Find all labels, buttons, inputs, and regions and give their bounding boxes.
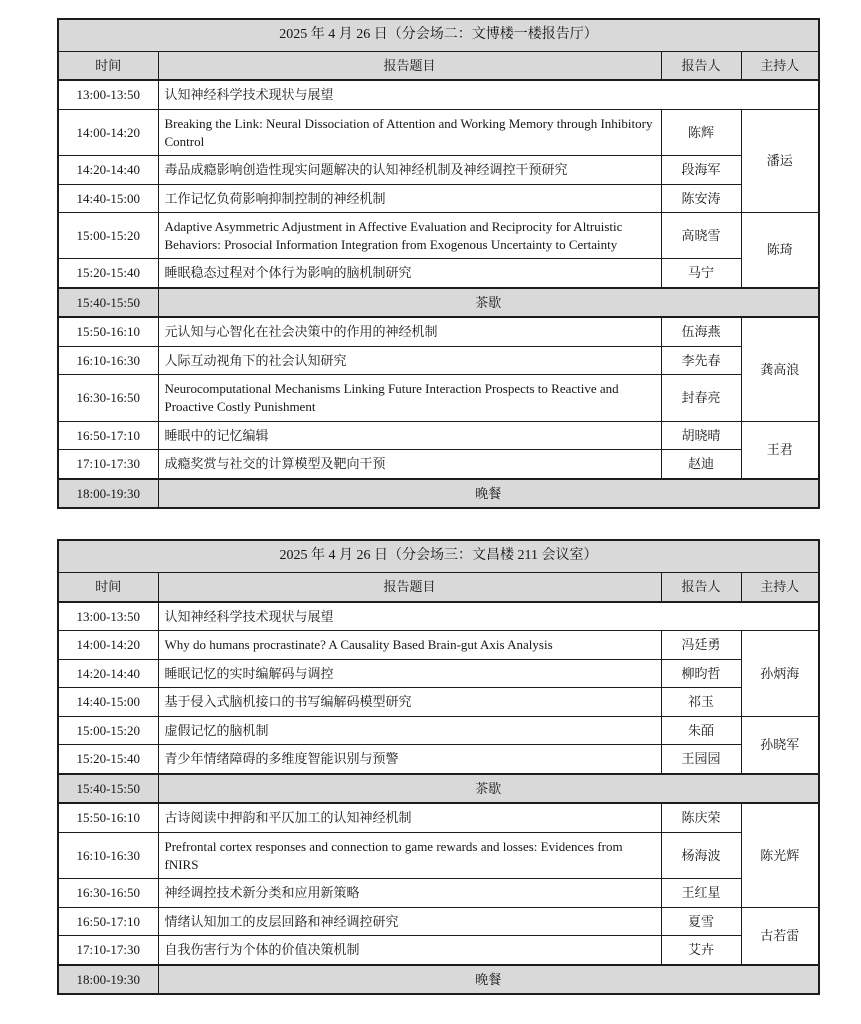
talk-row <box>58 936 819 965</box>
host-cell: 孙晓军 <box>741 716 819 774</box>
session-title-row <box>58 540 819 572</box>
time-cell: 13:00-13:50 <box>58 602 158 631</box>
time-cell: 17:10-17:30 <box>58 936 158 965</box>
break-label-cell: 茶歇 <box>158 774 819 804</box>
column-header-row <box>58 51 819 80</box>
speaker-cell: 高晓雪 <box>661 213 741 259</box>
time-cell: 17:10-17:30 <box>58 450 158 479</box>
talk-row <box>58 184 819 213</box>
talk-row <box>58 907 819 936</box>
host-cell: 潘运 <box>741 109 819 212</box>
talk-title-cell: Breaking the Link: Neural Dissociation of Attention and Working Memory through Inhibitory Control <box>158 109 661 155</box>
keynote-row <box>58 80 819 109</box>
time-cell: 14:40-15:00 <box>58 688 158 717</box>
speaker-cell: 夏雪 <box>661 907 741 936</box>
talk-title-cell: 自我伤害行为个体的价值决策机制 <box>158 936 661 965</box>
time-cell: 15:50-16:10 <box>58 803 158 832</box>
column-header: 报告题目 <box>158 51 661 80</box>
talk-row <box>58 317 819 346</box>
speaker-cell: 王红星 <box>661 879 741 908</box>
talk-row <box>58 375 819 421</box>
speaker-cell: 陈庆荣 <box>661 803 741 832</box>
session-schedule-table <box>57 539 820 995</box>
time-cell: 15:50-16:10 <box>58 317 158 346</box>
talk-row <box>58 879 819 908</box>
column-header: 报告人 <box>661 573 741 602</box>
talk-title-cell: 睡眠稳态过程对个体行为影响的脑机制研究 <box>158 259 661 288</box>
break-label-cell: 晚餐 <box>158 965 819 995</box>
column-header: 主持人 <box>741 51 819 80</box>
time-cell: 14:20-14:40 <box>58 659 158 688</box>
talk-row <box>58 259 819 288</box>
speaker-cell: 李先春 <box>661 346 741 375</box>
keynote-title-cell: 认知神经科学技术现状与展望 <box>158 80 819 109</box>
talk-row <box>58 631 819 660</box>
talk-title-cell: 工作记忆负荷影响抑制控制的神经机制 <box>158 184 661 213</box>
speaker-cell: 柳昀哲 <box>661 659 741 688</box>
talk-row <box>58 659 819 688</box>
talk-title-cell: 青少年情绪障碍的多维度智能识别与预警 <box>158 745 661 774</box>
time-cell: 15:20-15:40 <box>58 745 158 774</box>
time-cell: 15:00-15:20 <box>58 716 158 745</box>
talk-title-cell: 睡眠中的记忆编辑 <box>158 421 661 450</box>
talk-title-cell: 毒品成瘾影响创造性现实问题解决的认知神经机制及神经调控干预研究 <box>158 156 661 185</box>
speaker-cell: 段海军 <box>661 156 741 185</box>
host-cell: 龚高浪 <box>741 317 819 421</box>
talk-title-cell: 古诗阅读中押韵和平仄加工的认知神经机制 <box>158 803 661 832</box>
session-title: 2025 年 4 月 26 日（分会场三：文昌楼 211 会议室） <box>58 540 819 572</box>
break-row <box>58 288 819 318</box>
speaker-cell: 朱皕 <box>661 716 741 745</box>
time-cell: 15:40-15:50 <box>58 774 158 804</box>
talk-row <box>58 109 819 155</box>
table-gap <box>57 509 861 539</box>
talk-row <box>58 213 819 259</box>
talk-title-cell: Why do humans procrastinate? A Causality Based Brain-gut Axis Analysis <box>158 631 661 660</box>
host-cell: 古若雷 <box>741 907 819 965</box>
talk-title-cell: 情绪认知加工的皮层回路和神经调控研究 <box>158 907 661 936</box>
speaker-cell: 赵迪 <box>661 450 741 479</box>
speaker-cell: 王园园 <box>661 745 741 774</box>
talk-title-cell: 虚假记忆的脑机制 <box>158 716 661 745</box>
time-cell: 14:40-15:00 <box>58 184 158 213</box>
column-header: 报告人 <box>661 51 741 80</box>
talk-row <box>58 346 819 375</box>
host-cell: 孙炳海 <box>741 631 819 717</box>
talk-title-cell: 基于侵入式脑机接口的书写编解码模型研究 <box>158 688 661 717</box>
time-cell: 16:10-16:30 <box>58 833 158 879</box>
speaker-cell: 艾卉 <box>661 936 741 965</box>
column-header-row <box>58 573 819 602</box>
talk-row <box>58 745 819 774</box>
talk-title-cell: Prefrontal cortex responses and connection to game rewards and losses: Evidences from fNIRS <box>158 833 661 879</box>
time-cell: 14:00-14:20 <box>58 631 158 660</box>
session-schedule-table <box>57 18 820 509</box>
keynote-title-cell: 认知神经科学技术现状与展望 <box>158 602 819 631</box>
time-cell: 15:00-15:20 <box>58 213 158 259</box>
time-cell: 16:50-17:10 <box>58 907 158 936</box>
time-cell: 15:20-15:40 <box>58 259 158 288</box>
break-label-cell: 茶歇 <box>158 288 819 318</box>
break-row <box>58 965 819 995</box>
talk-row <box>58 156 819 185</box>
talk-title-cell: Adaptive Asymmetric Adjustment in Affective Evaluation and Reciprocity for Altruistic Behaviors: Prosocial Information Integration from Exogenous Uncertainty to Certainty <box>158 213 661 259</box>
speaker-cell: 冯廷勇 <box>661 631 741 660</box>
time-cell: 16:10-16:30 <box>58 346 158 375</box>
column-header: 主持人 <box>741 573 819 602</box>
talk-title-cell: 睡眠记忆的实时编解码与调控 <box>158 659 661 688</box>
time-cell: 16:30-16:50 <box>58 879 158 908</box>
time-cell: 14:00-14:20 <box>58 109 158 155</box>
break-row <box>58 479 819 509</box>
time-cell: 16:50-17:10 <box>58 421 158 450</box>
talk-row <box>58 450 819 479</box>
talk-row <box>58 833 819 879</box>
speaker-cell: 胡晓晴 <box>661 421 741 450</box>
time-cell: 16:30-16:50 <box>58 375 158 421</box>
column-header: 时间 <box>58 51 158 80</box>
time-cell: 18:00-19:30 <box>58 965 158 995</box>
speaker-cell: 陈安涛 <box>661 184 741 213</box>
host-cell: 陈光辉 <box>741 803 819 907</box>
speaker-cell: 陈辉 <box>661 109 741 155</box>
speaker-cell: 杨海波 <box>661 833 741 879</box>
host-cell: 王君 <box>741 421 819 479</box>
host-cell: 陈琦 <box>741 213 819 288</box>
session-title: 2025 年 4 月 26 日（分会场二：文博楼一楼报告厅） <box>58 19 819 51</box>
column-header: 报告题目 <box>158 573 661 602</box>
talk-row <box>58 716 819 745</box>
speaker-cell: 封春亮 <box>661 375 741 421</box>
speaker-cell: 祁玉 <box>661 688 741 717</box>
talk-title-cell: 人际互动视角下的社会认知研究 <box>158 346 661 375</box>
time-cell: 18:00-19:30 <box>58 479 158 509</box>
talk-title-cell: Neurocomputational Mechanisms Linking Future Interaction Prospects to Reactive and Proactive Costly Punishment <box>158 375 661 421</box>
talk-title-cell: 成瘾奖赏与社交的计算模型及靶向干预 <box>158 450 661 479</box>
time-cell: 14:20-14:40 <box>58 156 158 185</box>
talk-row <box>58 688 819 717</box>
column-header: 时间 <box>58 573 158 602</box>
keynote-row <box>58 602 819 631</box>
talk-title-cell: 神经调控技术新分类和应用新策略 <box>158 879 661 908</box>
talk-row <box>58 803 819 832</box>
talk-title-cell: 元认知与心智化在社会决策中的作用的神经机制 <box>158 317 661 346</box>
session-title-row <box>58 19 819 51</box>
speaker-cell: 马宁 <box>661 259 741 288</box>
break-row <box>58 774 819 804</box>
talk-row <box>58 421 819 450</box>
time-cell: 15:40-15:50 <box>58 288 158 318</box>
speaker-cell: 伍海燕 <box>661 317 741 346</box>
time-cell: 13:00-13:50 <box>58 80 158 109</box>
break-label-cell: 晚餐 <box>158 479 819 509</box>
